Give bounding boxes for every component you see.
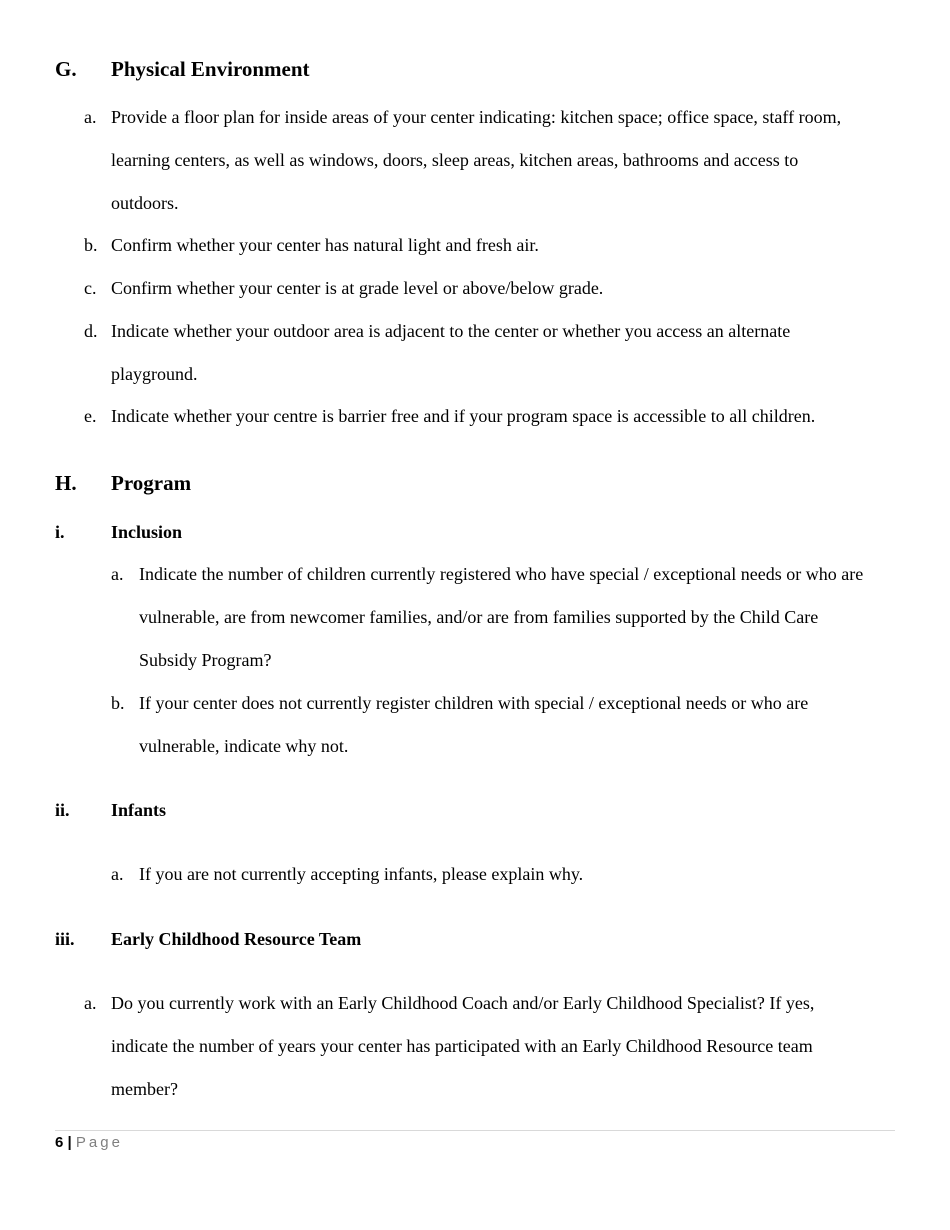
list-item-line: vulnerable, indicate why not. [139,736,349,756]
footer-divider [55,1130,895,1131]
subsection-iii-title: Early Childhood Resource Team [111,929,362,949]
list-item-line: Indicate the number of children currently registered who have special / exceptional needs or who are [139,564,864,584]
page-label: Page [75,1134,123,1151]
list-item-line: If you are not currently accepting infants, please explain why. [139,864,584,884]
subsection-i-title: Inclusion [111,522,183,542]
list-marker: b. [84,235,98,255]
list-marker: e. [84,406,97,426]
list-item-line: playground. [111,364,198,384]
list-marker: c. [84,278,97,298]
list-item-line: outdoors. [111,193,179,213]
list-item-line: Do you currently work with an Early Childhood Coach and/or Early Childhood Specialist? If yes, [111,993,815,1013]
list-item-line: Indicate whether your outdoor area is adjacent to the center or whether you access an alternate [111,321,791,341]
list-marker: a. [84,107,97,127]
subsection-iii-numeral: iii. [55,929,75,949]
list-marker: d. [84,321,98,341]
list-item-line: Confirm whether your center has natural light and fresh air. [111,235,539,255]
list-item-line: Subsidy Program? [139,650,272,670]
section-h-letter: H. [55,471,77,495]
list-item-line: If your center does not currently register children with special / exceptional needs or who are [139,693,809,713]
section-g-letter: G. [55,57,77,81]
page-number: 6 [55,1134,64,1151]
list-marker: a. [84,993,97,1013]
section-h-title: Program [111,471,192,495]
list-item-line: member? [111,1079,178,1099]
list-marker: a. [111,864,124,884]
footer-separator: | [67,1134,72,1151]
subsection-i-numeral: i. [55,522,65,542]
list-item-line: Indicate whether your centre is barrier free and if your program space is accessible to all children. [111,406,816,426]
list-marker: a. [111,564,124,584]
page-footer [55,1133,123,1153]
list-item-line: Confirm whether your center is at grade level or above/below grade. [111,278,604,298]
subsection-ii-title: Infants [111,800,167,820]
list-item-line: vulnerable, are from newcomer families, and/or are from families supported by the Child Care [139,607,819,627]
subsection-ii-numeral: ii. [55,800,70,820]
list-item-line: Provide a floor plan for inside areas of your center indicating: kitchen space; office space, staff room, [111,107,842,127]
list-marker: b. [111,693,125,713]
list-item-line: learning centers, as well as windows, doors, sleep areas, kitchen areas, bathrooms and access to [111,150,799,170]
section-g-title: Physical Environment [111,57,310,81]
list-item-line: indicate the number of years your center has participated with an Early Childhood Resource team [111,1036,813,1056]
